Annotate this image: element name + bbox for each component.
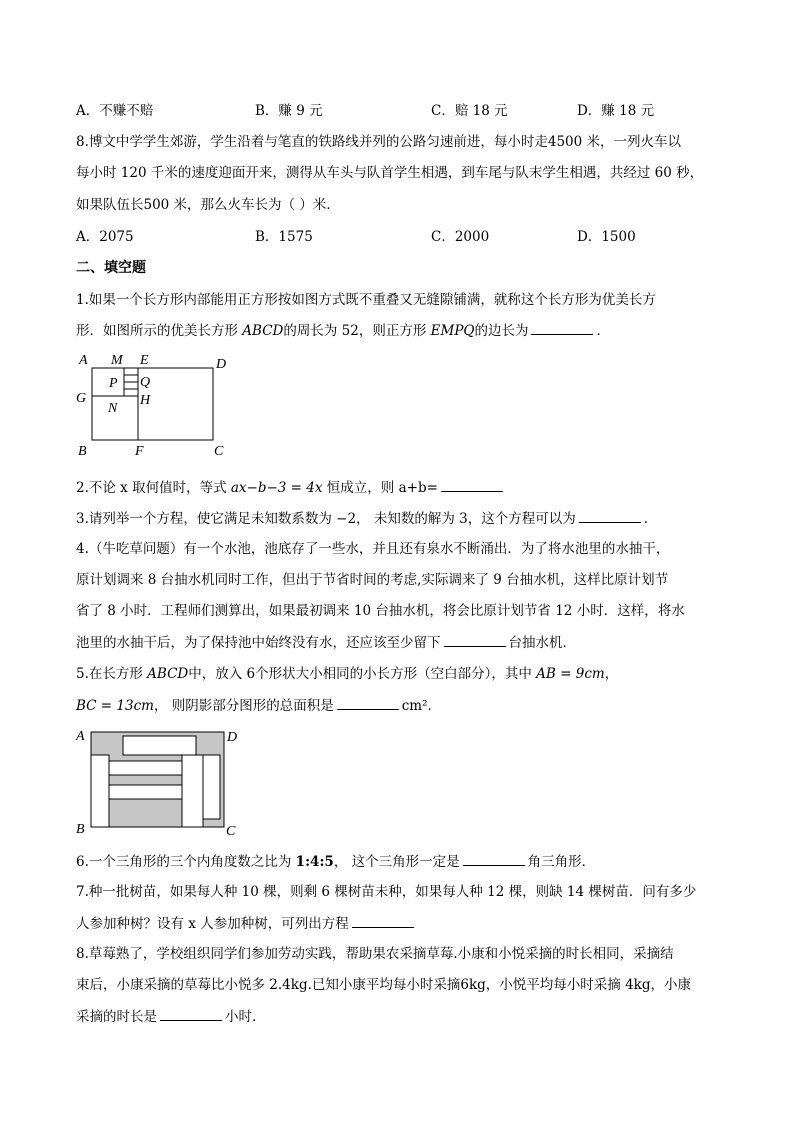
f3-answer-blank[interactable] xyxy=(579,508,641,523)
f5-line-2 xyxy=(76,695,441,716)
f5-unit: cm² xyxy=(401,698,428,714)
f1-text-a: 形．如图所示的优美长方形 xyxy=(76,323,243,339)
f1-label-c: C xyxy=(214,444,224,459)
q8-option-c: C．2000 xyxy=(431,229,490,245)
f1-label-b: B xyxy=(78,444,87,459)
f1-label-g: G xyxy=(76,391,87,406)
f1-figure xyxy=(70,348,240,462)
f3-line xyxy=(76,508,657,529)
f7-line-1: 7.种一批树苗，如果每人种 10 棵，则剩 6 棵树苗未种，如果每人种 12 棵，则缺 14 棵树苗．问有多少 xyxy=(76,884,697,900)
f8-line-3 xyxy=(76,1006,256,1027)
f1-empq: EMPQ xyxy=(430,323,475,339)
f1-text-d: ． xyxy=(596,323,610,339)
f1-abcd: ABCD xyxy=(242,323,284,339)
f1-label-q: Q xyxy=(140,375,151,390)
f5-small-rect-mid-1 xyxy=(109,761,182,775)
q8-line-2: 每小时 120 千米的速度迎面开来，测得从车头与队首学生相遇，到车尾与队末学生相遇，共经过 60 秒， xyxy=(76,165,704,181)
f4-answer-blank[interactable] xyxy=(444,632,506,647)
f8-line-1: 8.草莓熟了，学校组织同学们参加劳动实践，帮助果农采摘草莓.小康和小悦采摘的时长相同，采摘结 xyxy=(76,946,674,962)
f5-label-c: C xyxy=(226,824,236,838)
f5-text-e: ． xyxy=(427,698,442,714)
q7-option-b: B．赚 9 元 xyxy=(255,103,323,119)
f1-label-f: F xyxy=(135,444,144,459)
f4-line-4 xyxy=(76,632,576,653)
f6-text-a: 6.一个三角形的三个内角度数之比为 xyxy=(76,854,296,870)
f2-line xyxy=(76,477,506,498)
f4-text-a: 池里的水抽干后，为了保持池中始终没有水，还应该至少留下 xyxy=(76,635,441,651)
f5-text-d: ， 则阴影部分图形的总面积是 xyxy=(153,698,334,714)
f8-line-2: 束后，小康采摘的草莓比小悦多 2.4kg.已知小康平均每小时采摘6kg，小悦平均每小时采摘 4kg，小康 xyxy=(76,977,691,993)
f1-line-2 xyxy=(76,320,610,341)
f3-coefficient: −2 xyxy=(336,511,357,527)
f1-text-b: 的周长为 52，则正方形 xyxy=(283,323,431,339)
q8-option-d: D．1500 xyxy=(577,229,636,245)
f2-text-a: 2.不论 x 取何值时，等式 xyxy=(76,480,231,496)
f6-text-b: ， 这个三角形一定是 xyxy=(333,854,460,870)
f8-answer-blank[interactable] xyxy=(160,1006,222,1021)
f5-small-rect-vertical xyxy=(182,755,203,827)
f5-small-rect-right xyxy=(203,755,220,819)
f5-small-rect-left xyxy=(91,755,109,827)
f5-text-b: 中，放入 6个形状大小相同的小长方形（空白部分），其中 xyxy=(188,666,537,682)
f4-line-2: 原计划调来 8 台抽水机同时工作，但出于节省时间的考虑,实际调来了 9 台抽水机，这样比原计划节 xyxy=(76,572,669,588)
f1-text-c: 的边长为 xyxy=(474,323,529,339)
f6-ratio: 1:4:5 xyxy=(295,854,334,870)
f5-label-a: A xyxy=(76,729,85,744)
f4-line-3: 省了 8 小时．工程师们测算出，如果最初调来 10 台抽水机，将会比原计划节省 12 小时．这样，将水 xyxy=(76,603,685,619)
f4-text-b: 台抽水机． xyxy=(508,635,576,651)
f6-line xyxy=(76,851,595,872)
f1-label-p: P xyxy=(109,376,118,391)
f1-answer-blank[interactable] xyxy=(531,320,593,335)
q8-option-b: B．1575 xyxy=(255,229,313,245)
f2-answer-blank[interactable] xyxy=(441,477,503,492)
f2-equation: ax−b−3 = 4x xyxy=(230,480,323,496)
f5-text-a: 5.在长方形 xyxy=(76,666,148,682)
f6-text-c: 角三角形． xyxy=(527,854,596,870)
f1-line-1: 1.如果一个长方形内部能用正方形按如图方式既不重叠又无缝隙铺满，就称这个长方形为优美长方 xyxy=(76,292,656,308)
f5-figure xyxy=(70,724,250,838)
f5-ab: AB = 9cm xyxy=(536,666,605,682)
f5-answer-blank[interactable] xyxy=(337,695,399,710)
f5-small-rect-mid-2 xyxy=(109,785,182,799)
f3-text-c: ． xyxy=(643,511,658,527)
f5-label-d: D xyxy=(227,730,238,745)
f5-bc: BC = 13cm xyxy=(76,698,154,714)
f1-label-h: H xyxy=(140,393,151,408)
section-title: 二、填空题 xyxy=(76,260,146,276)
f7-text: 人参加种树？设有 x 人参加种树，可列出方程 xyxy=(76,916,349,932)
q8-line-1: 8.博文中学学生郊游，学生沿着与笔直的铁路线并列的公路匀速前进，每小时走4500 米，一列火车以 xyxy=(76,134,682,150)
f8-text-a: 采摘的时长是 xyxy=(76,1009,157,1025)
f1-label-e: E xyxy=(140,353,149,368)
q8-line-3: 如果队伍长500 米，那么火车长为（ ）米． xyxy=(76,197,340,213)
f2-text-b: 恒成立，则 a+b= xyxy=(322,480,438,496)
f3-text-b: ， 未知数的解为 3，这个方程可以为 xyxy=(356,511,576,527)
f3-text-a: 3.请列举一个方程，使它满足未知数系数为 xyxy=(76,511,337,527)
f7-answer-blank[interactable] xyxy=(352,913,414,928)
f6-answer-blank[interactable] xyxy=(463,851,525,866)
q7-option-c: C．赔 18 元 xyxy=(431,103,508,119)
f1-label-d: D xyxy=(216,357,227,372)
f1-label-n: N xyxy=(108,401,118,416)
f5-text-c: ， xyxy=(604,666,619,682)
f1-label-a: A xyxy=(79,353,88,368)
q7-option-a: A．不赚不赔 xyxy=(76,103,154,119)
f1-label-m: M xyxy=(111,353,123,368)
q8-option-a: A．2075 xyxy=(76,229,134,245)
f7-line-2 xyxy=(76,913,417,934)
q7-option-d: D．赚 18 元 xyxy=(577,103,655,119)
f4-line-1: 4.（牛吃草问题）有一个水池，池底存了一些水，并且还有泉水不断涌出．为了将水池里的水抽干， xyxy=(76,541,670,557)
f5-abcd: ABCD xyxy=(147,666,189,682)
f5-line-1 xyxy=(76,664,618,684)
f5-label-b: B xyxy=(76,822,85,837)
f5-small-rect-top xyxy=(123,736,196,755)
f8-text-b: 小时. xyxy=(225,1009,257,1025)
